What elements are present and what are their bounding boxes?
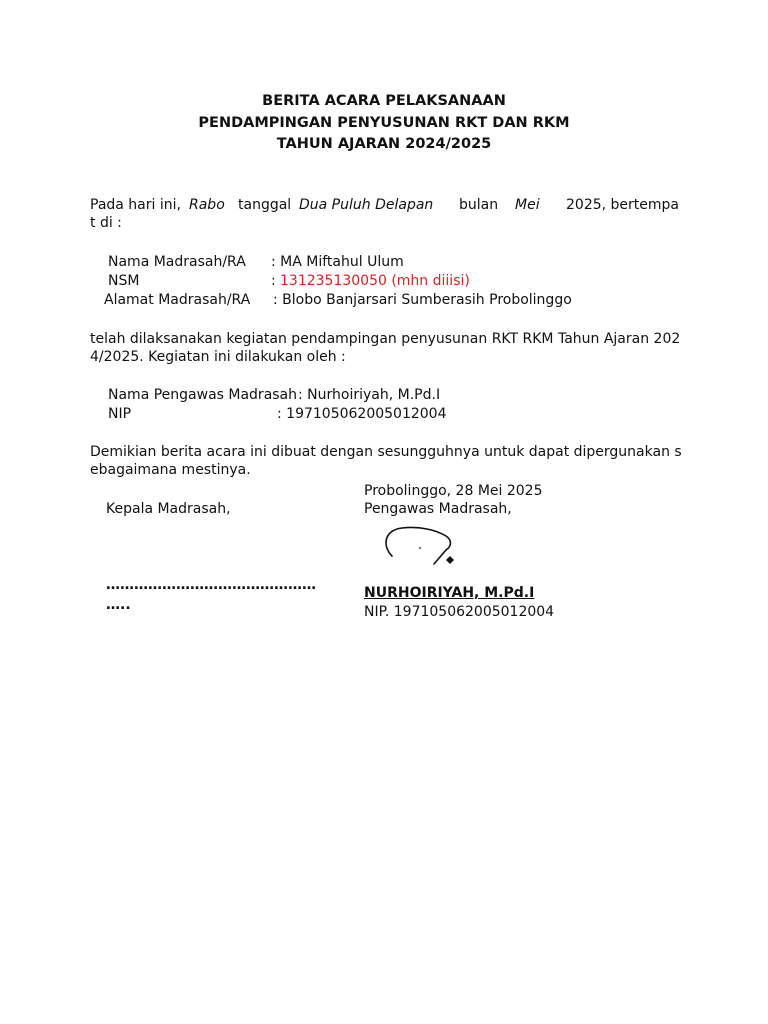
left-signature-line: ………………………………………	[106, 577, 316, 593]
opening-date-words: Dua Puluh Delapan	[299, 197, 434, 213]
left-signer-role: Kepala Madrasah,	[106, 501, 231, 517]
madrasah-name-value: : MA Miftahul Ulum	[271, 254, 404, 270]
activity-line-1: telah dilaksanakan kegiatan pendampingan penyusunan RKT RKM Tahun Ajaran 202	[90, 331, 681, 347]
right-signer-nip: NIP. 197105062005012004	[364, 604, 555, 620]
right-signer-role: Pengawas Madrasah,	[364, 501, 512, 517]
title-line-3: TAHUN AJARAN 2024/2025	[276, 136, 492, 152]
supervisor-nip-value: : 197105062005012004	[277, 406, 447, 422]
right-signer-name: NURHOIRIYAH, M.Pd.I	[364, 585, 535, 601]
address-label: Alamat Madrasah/RA	[104, 292, 251, 308]
address-value: : Blobo Banjarsari Sumberasih Probolinggo	[273, 292, 572, 308]
closing-line-2: ebagaimana mestinya.	[90, 462, 251, 478]
supervisor-name-label: Nama Pengawas Madrasah	[108, 387, 298, 403]
activity-line-2: 4/2025. Kegiatan ini dilakukan oleh :	[90, 349, 346, 365]
opening-month: Mei	[515, 197, 540, 213]
opening-bulan-label: bulan	[459, 197, 499, 213]
supervisor-nip-label: NIP	[108, 406, 132, 422]
nsm-value: 131235130050 (mhn diiisi)	[280, 273, 470, 289]
place-date: Probolinggo, 28 Mei 2025	[364, 483, 543, 499]
opening-tanggal-label: tanggal	[238, 197, 292, 213]
opening-wrap: t di :	[90, 215, 122, 231]
nsm-label: NSM	[108, 273, 140, 289]
opening-prefix: Pada hari ini,	[90, 197, 181, 213]
left-signature-line-wrap: …..	[106, 597, 131, 613]
opening-day: Rabo	[189, 197, 225, 213]
signature-icon	[372, 520, 472, 572]
closing-line-1: Demikian berita acara ini dibuat dengan sesungguhnya untuk dapat dipergunakan s	[90, 444, 682, 460]
opening-year: 2025, bertempa	[566, 197, 679, 213]
title-line-2: PENDAMPINGAN PENYUSUNAN RKT DAN RKM	[198, 115, 570, 131]
supervisor-name-value: : Nurhoiriyah, M.Pd.I	[298, 387, 441, 403]
nsm-colon: :	[271, 273, 276, 289]
madrasah-name-label: Nama Madrasah/RA	[108, 254, 246, 270]
title-line-1: BERITA ACARA PELAKSANAAN	[262, 93, 506, 109]
